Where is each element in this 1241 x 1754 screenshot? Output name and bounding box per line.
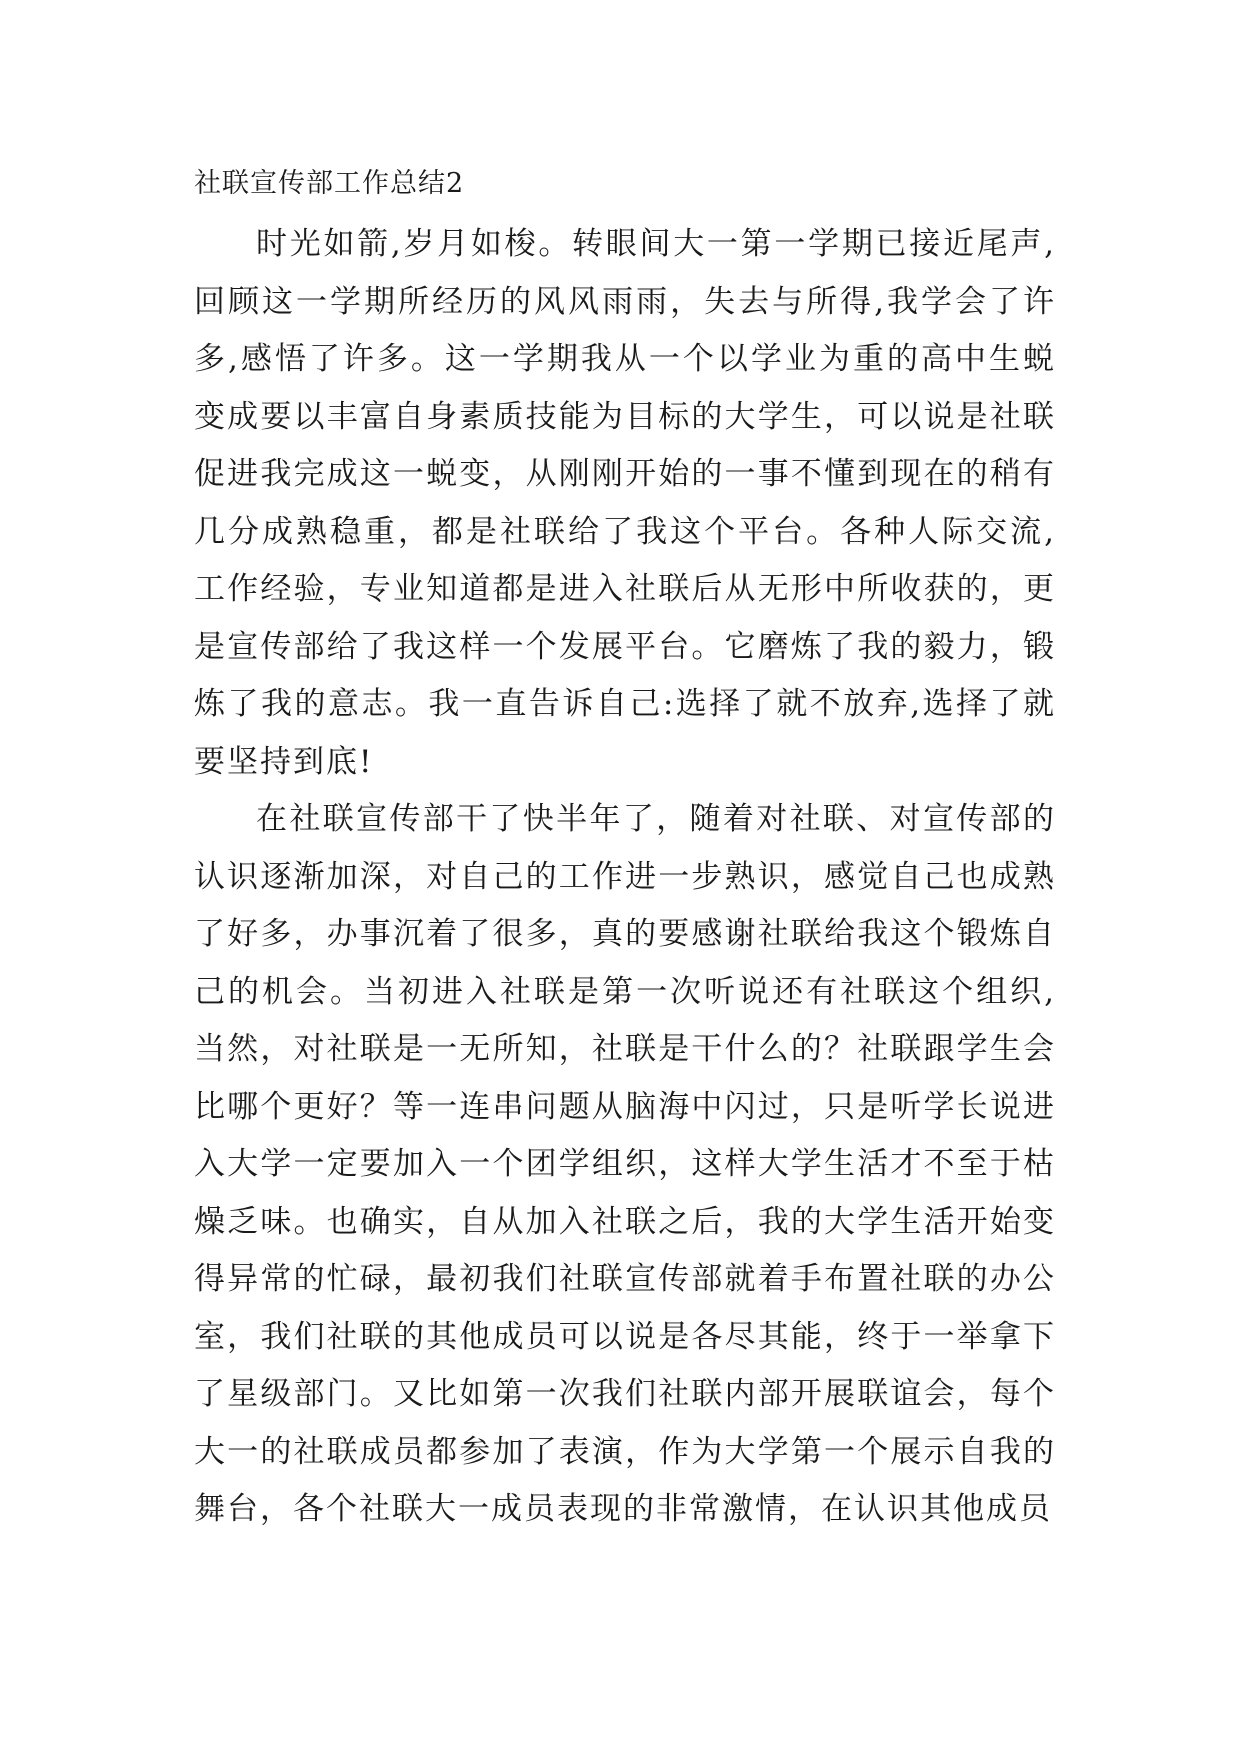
paragraph-2: 在社联宣传部干了快半年了，随着对社联、对宣传部的认识逐渐加深，对自己的工作进一步熟识，感觉自己也成熟了好多，办事沉着了很多，真的要感谢社联给我这个锻炼自己的机会。当初进入社联是第一次听说还有社联这个组织,当然，对社联是一无所知，社联是干什么的？社联跟学生会比哪个更好？等一连串问题从脑海中闪过，只是听学长说进入大学一定要加入一个团学组织，这样大学生活才不至于枯燥乏味。也确实，自从加入社联之后，我的大学生活开始变得异常的忙碌，最初我们社联宣传部就着手布置社联的办公室，我们社联的其他成员可以说是各尽其能，终于一举拿下了星级部门。又比如第一次我们社联内部开展联谊会，每个大一的社联成员都参加了表演，作为大学第一个展示自我的舞台，各个社联大一成员表现的非常激情，在认识其他成员 [194, 801, 1056, 1527]
paragraph-1: 时光如箭,岁月如梭。转眼间大一第一学期已接近尾声,回顾这一学期所经历的风风雨雨，失去与所得,我学会了许多,感悟了许多。这一学期我从一个以学业为重的高中生蜕变成要以丰富自身素质技能为目标的大学生，可以说是社联促进我完成这一蜕变，从刚刚开始的一事不懂到现在的稍有几分成熟稳重，都是社联给了我这个平台。各种人际交流,工作经验，专业知道都是进入社联后从无形中所收获的，更是宣传部给了我这样一个发展平台。它磨炼了我的毅力，锻炼了我的意志。我一直告诉自己:选择了就不放弃,选择了就要坚持到底! [194, 226, 1056, 780]
document-title: 社联宣传部工作总结2 [194, 168, 465, 199]
document-body [194, 160, 1056, 1539]
